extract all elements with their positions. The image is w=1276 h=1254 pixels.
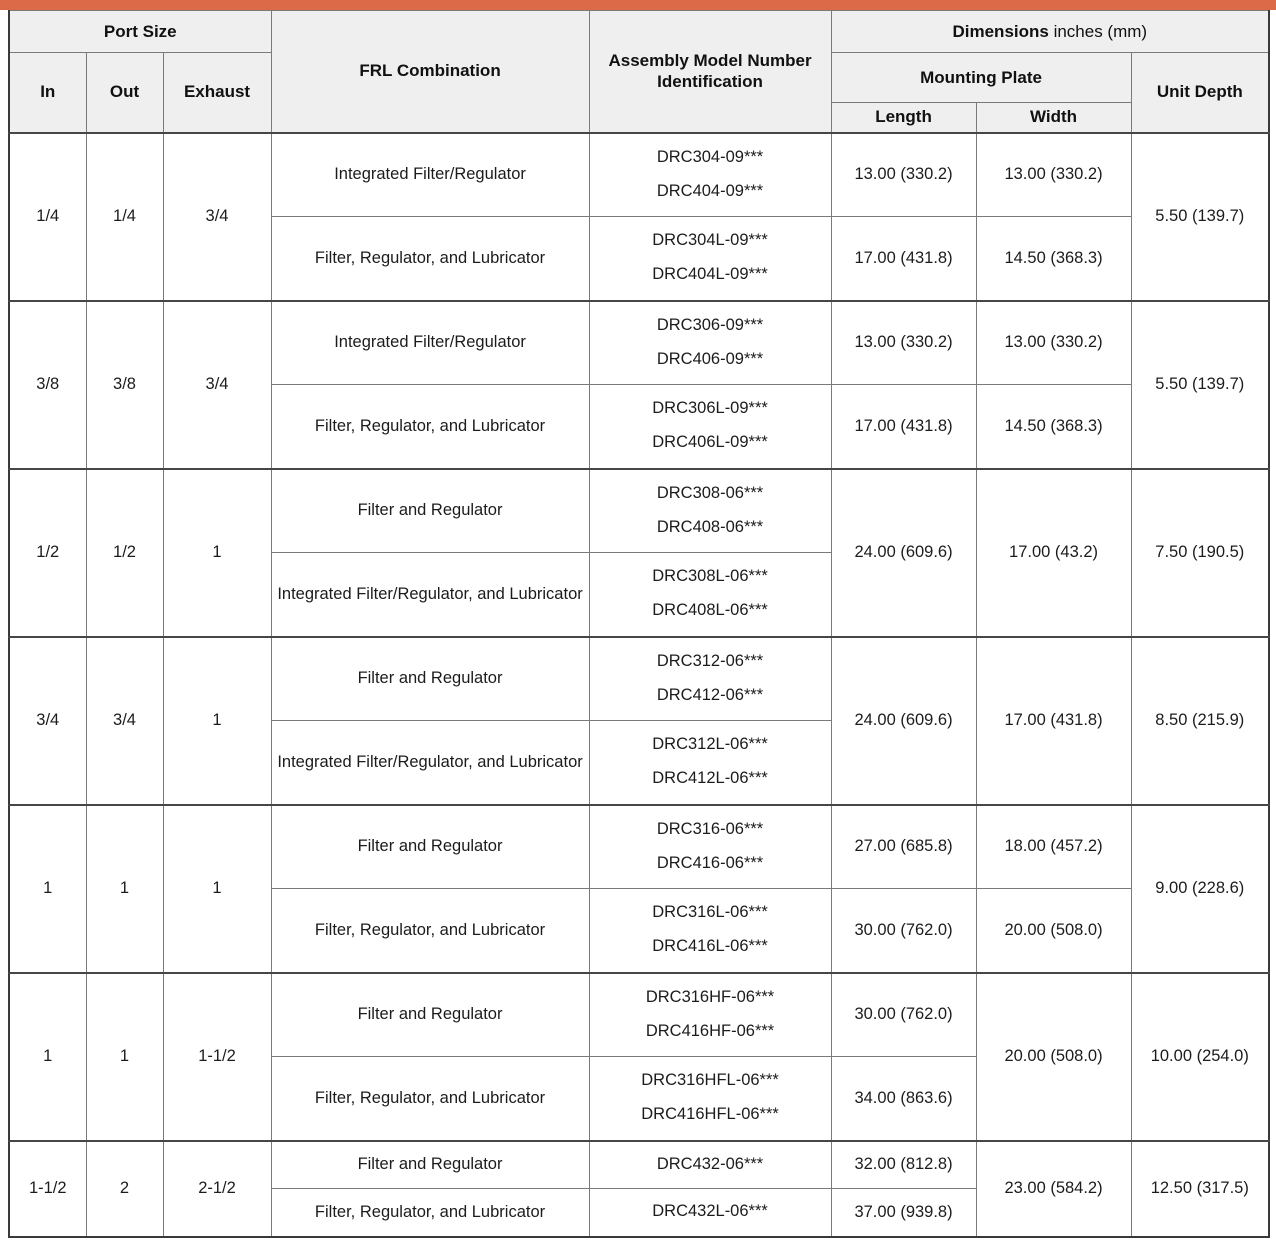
header-out: Out — [86, 53, 163, 133]
table-row — [9, 133, 1269, 217]
port-out-cell: 1/2 — [86, 469, 163, 637]
table-container — [8, 10, 1268, 1238]
length-cell: 37.00 (939.8) — [831, 1189, 976, 1237]
model-number: DRC408L-06*** — [652, 601, 768, 620]
header-length: Length — [831, 103, 976, 133]
port-out-cell: 2 — [86, 1141, 163, 1237]
length-cell: 27.00 (685.8) — [831, 805, 976, 889]
port-out-cell: 3/4 — [86, 637, 163, 805]
port-in-cell: 3/8 — [9, 301, 86, 469]
model-cell — [589, 385, 831, 469]
port-out-cell: 3/8 — [86, 301, 163, 469]
table-row — [9, 469, 1269, 553]
header-exhaust: Exhaust — [163, 53, 271, 133]
width-cell: 20.00 (508.0) — [976, 973, 1131, 1141]
header-unit-depth: Unit Depth — [1131, 53, 1269, 133]
port-in-cell: 1-1/2 — [9, 1141, 86, 1237]
header-assembly-model: Assembly Model Number Identification — [589, 11, 831, 133]
header-dimensions — [831, 11, 1269, 53]
frl-cell: Integrated Filter/Regulator, and Lubricator — [271, 553, 589, 637]
model-number: DRC416L-06*** — [652, 937, 768, 956]
model-cell — [589, 721, 831, 805]
frl-cell: Filter and Regulator — [271, 973, 589, 1057]
model-number: DRC306-09*** — [656, 315, 764, 334]
length-cell: 17.00 (431.8) — [831, 385, 976, 469]
port-out-cell: 1 — [86, 973, 163, 1141]
model-number: DRC306L-09*** — [652, 399, 768, 418]
width-cell: 23.00 (584.2) — [976, 1141, 1131, 1237]
unit-depth-cell: 5.50 (139.7) — [1131, 133, 1269, 301]
frl-cell: Integrated Filter/Regulator — [271, 301, 589, 385]
port-exhaust-cell: 1 — [163, 805, 271, 973]
port-exhaust-cell: 3/4 — [163, 301, 271, 469]
width-cell: 17.00 (431.8) — [976, 637, 1131, 805]
port-exhaust-cell: 1 — [163, 469, 271, 637]
port-in-cell: 1/2 — [9, 469, 86, 637]
unit-depth-cell: 8.50 (215.9) — [1131, 637, 1269, 805]
model-number: DRC406-09*** — [656, 349, 764, 368]
table-row — [9, 805, 1269, 889]
model-number: DRC432L-06*** — [652, 1202, 768, 1221]
header-dimensions-units: inches (mm) — [1048, 21, 1148, 41]
frl-cell: Filter and Regulator — [271, 637, 589, 721]
model-number: DRC312L-06*** — [652, 735, 768, 754]
frl-cell: Filter, Regulator, and Lubricator — [271, 217, 589, 301]
length-cell: 30.00 (762.0) — [831, 889, 976, 973]
model-number: DRC412L-06*** — [652, 769, 768, 788]
frl-cell: Integrated Filter/Regulator — [271, 133, 589, 217]
model-number: DRC308L-06*** — [652, 567, 768, 586]
port-in-cell: 1/4 — [9, 133, 86, 301]
model-number: DRC316L-06*** — [652, 903, 768, 922]
unit-depth-cell: 9.00 (228.6) — [1131, 805, 1269, 973]
length-cell: 13.00 (330.2) — [831, 133, 976, 217]
port-in-cell: 3/4 — [9, 637, 86, 805]
width-cell: 13.00 (330.2) — [976, 301, 1131, 385]
model-number: DRC312-06*** — [656, 651, 764, 670]
model-cell — [589, 805, 831, 889]
model-number: DRC408-06*** — [656, 517, 764, 536]
header-width: Width — [976, 103, 1131, 133]
header-frl-combination: FRL Combination — [271, 11, 589, 133]
frl-cell: Integrated Filter/Regulator, and Lubricator — [271, 721, 589, 805]
frl-cell: Filter and Regulator — [271, 469, 589, 553]
model-number: DRC432-06*** — [656, 1154, 764, 1173]
model-number: DRC406L-09*** — [652, 433, 768, 452]
model-cell — [589, 889, 831, 973]
frl-cell: Filter and Regulator — [271, 805, 589, 889]
width-cell: 17.00 (43.2) — [976, 469, 1131, 637]
frl-cell: Filter, Regulator, and Lubricator — [271, 385, 589, 469]
model-cell — [589, 553, 831, 637]
model-number: DRC308-06*** — [656, 483, 764, 502]
port-exhaust-cell: 2-1/2 — [163, 1141, 271, 1237]
width-cell: 14.50 (368.3) — [976, 385, 1131, 469]
model-cell — [589, 1189, 831, 1237]
width-cell: 13.00 (330.2) — [976, 133, 1131, 217]
accent-bar — [0, 0, 1276, 10]
port-out-cell: 1/4 — [86, 133, 163, 301]
length-cell: 32.00 (812.8) — [831, 1141, 976, 1189]
length-cell: 24.00 (609.6) — [831, 637, 976, 805]
model-cell — [589, 973, 831, 1057]
port-exhaust-cell: 1 — [163, 637, 271, 805]
port-out-cell: 1 — [86, 805, 163, 973]
length-cell: 30.00 (762.0) — [831, 973, 976, 1057]
model-cell — [589, 1057, 831, 1141]
port-in-cell: 1 — [9, 973, 86, 1141]
frl-cell: Filter, Regulator, and Lubricator — [271, 889, 589, 973]
unit-depth-cell: 5.50 (139.7) — [1131, 301, 1269, 469]
width-cell: 18.00 (457.2) — [976, 805, 1131, 889]
model-number: DRC412-06*** — [656, 685, 764, 704]
length-cell: 17.00 (431.8) — [831, 217, 976, 301]
model-number: DRC404L-09*** — [652, 265, 768, 284]
model-cell — [589, 637, 831, 721]
header-port-size: Port Size — [9, 11, 271, 53]
port-exhaust-cell: 3/4 — [163, 133, 271, 301]
model-cell — [589, 133, 831, 217]
model-number: DRC316HFL-06*** — [641, 1071, 779, 1090]
frl-cell: Filter, Regulator, and Lubricator — [271, 1189, 589, 1237]
table-row — [9, 637, 1269, 721]
table-header — [9, 11, 1269, 133]
model-number: DRC316-06*** — [656, 819, 764, 838]
model-cell — [589, 469, 831, 553]
unit-depth-cell: 7.50 (190.5) — [1131, 469, 1269, 637]
model-number: DRC416HFL-06*** — [641, 1105, 779, 1124]
header-dimensions-bold: Dimensions — [952, 21, 1049, 41]
model-number: DRC316HF-06*** — [645, 987, 775, 1006]
model-cell — [589, 1141, 831, 1189]
table-row — [9, 301, 1269, 385]
width-cell: 14.50 (368.3) — [976, 217, 1131, 301]
model-number: DRC416-06*** — [656, 853, 764, 872]
port-in-cell: 1 — [9, 805, 86, 973]
unit-depth-cell: 12.50 (317.5) — [1131, 1141, 1269, 1237]
width-cell: 20.00 (508.0) — [976, 889, 1131, 973]
model-number: DRC416HF-06*** — [645, 1021, 775, 1040]
model-number: DRC404-09*** — [656, 181, 764, 200]
spec-table — [8, 10, 1270, 1238]
port-exhaust-cell: 1-1/2 — [163, 973, 271, 1141]
length-cell: 34.00 (863.6) — [831, 1057, 976, 1141]
frl-cell: Filter, Regulator, and Lubricator — [271, 1057, 589, 1141]
header-mounting-plate: Mounting Plate — [831, 53, 1131, 103]
model-cell — [589, 301, 831, 385]
table-row — [9, 973, 1269, 1057]
table-row — [9, 1141, 1269, 1189]
length-cell: 13.00 (330.2) — [831, 301, 976, 385]
model-number: DRC304L-09*** — [652, 231, 768, 250]
model-number: DRC304-09*** — [656, 147, 764, 166]
model-cell — [589, 217, 831, 301]
header-in: In — [9, 53, 86, 133]
frl-cell: Filter and Regulator — [271, 1141, 589, 1189]
length-cell: 24.00 (609.6) — [831, 469, 976, 637]
unit-depth-cell: 10.00 (254.0) — [1131, 973, 1269, 1141]
